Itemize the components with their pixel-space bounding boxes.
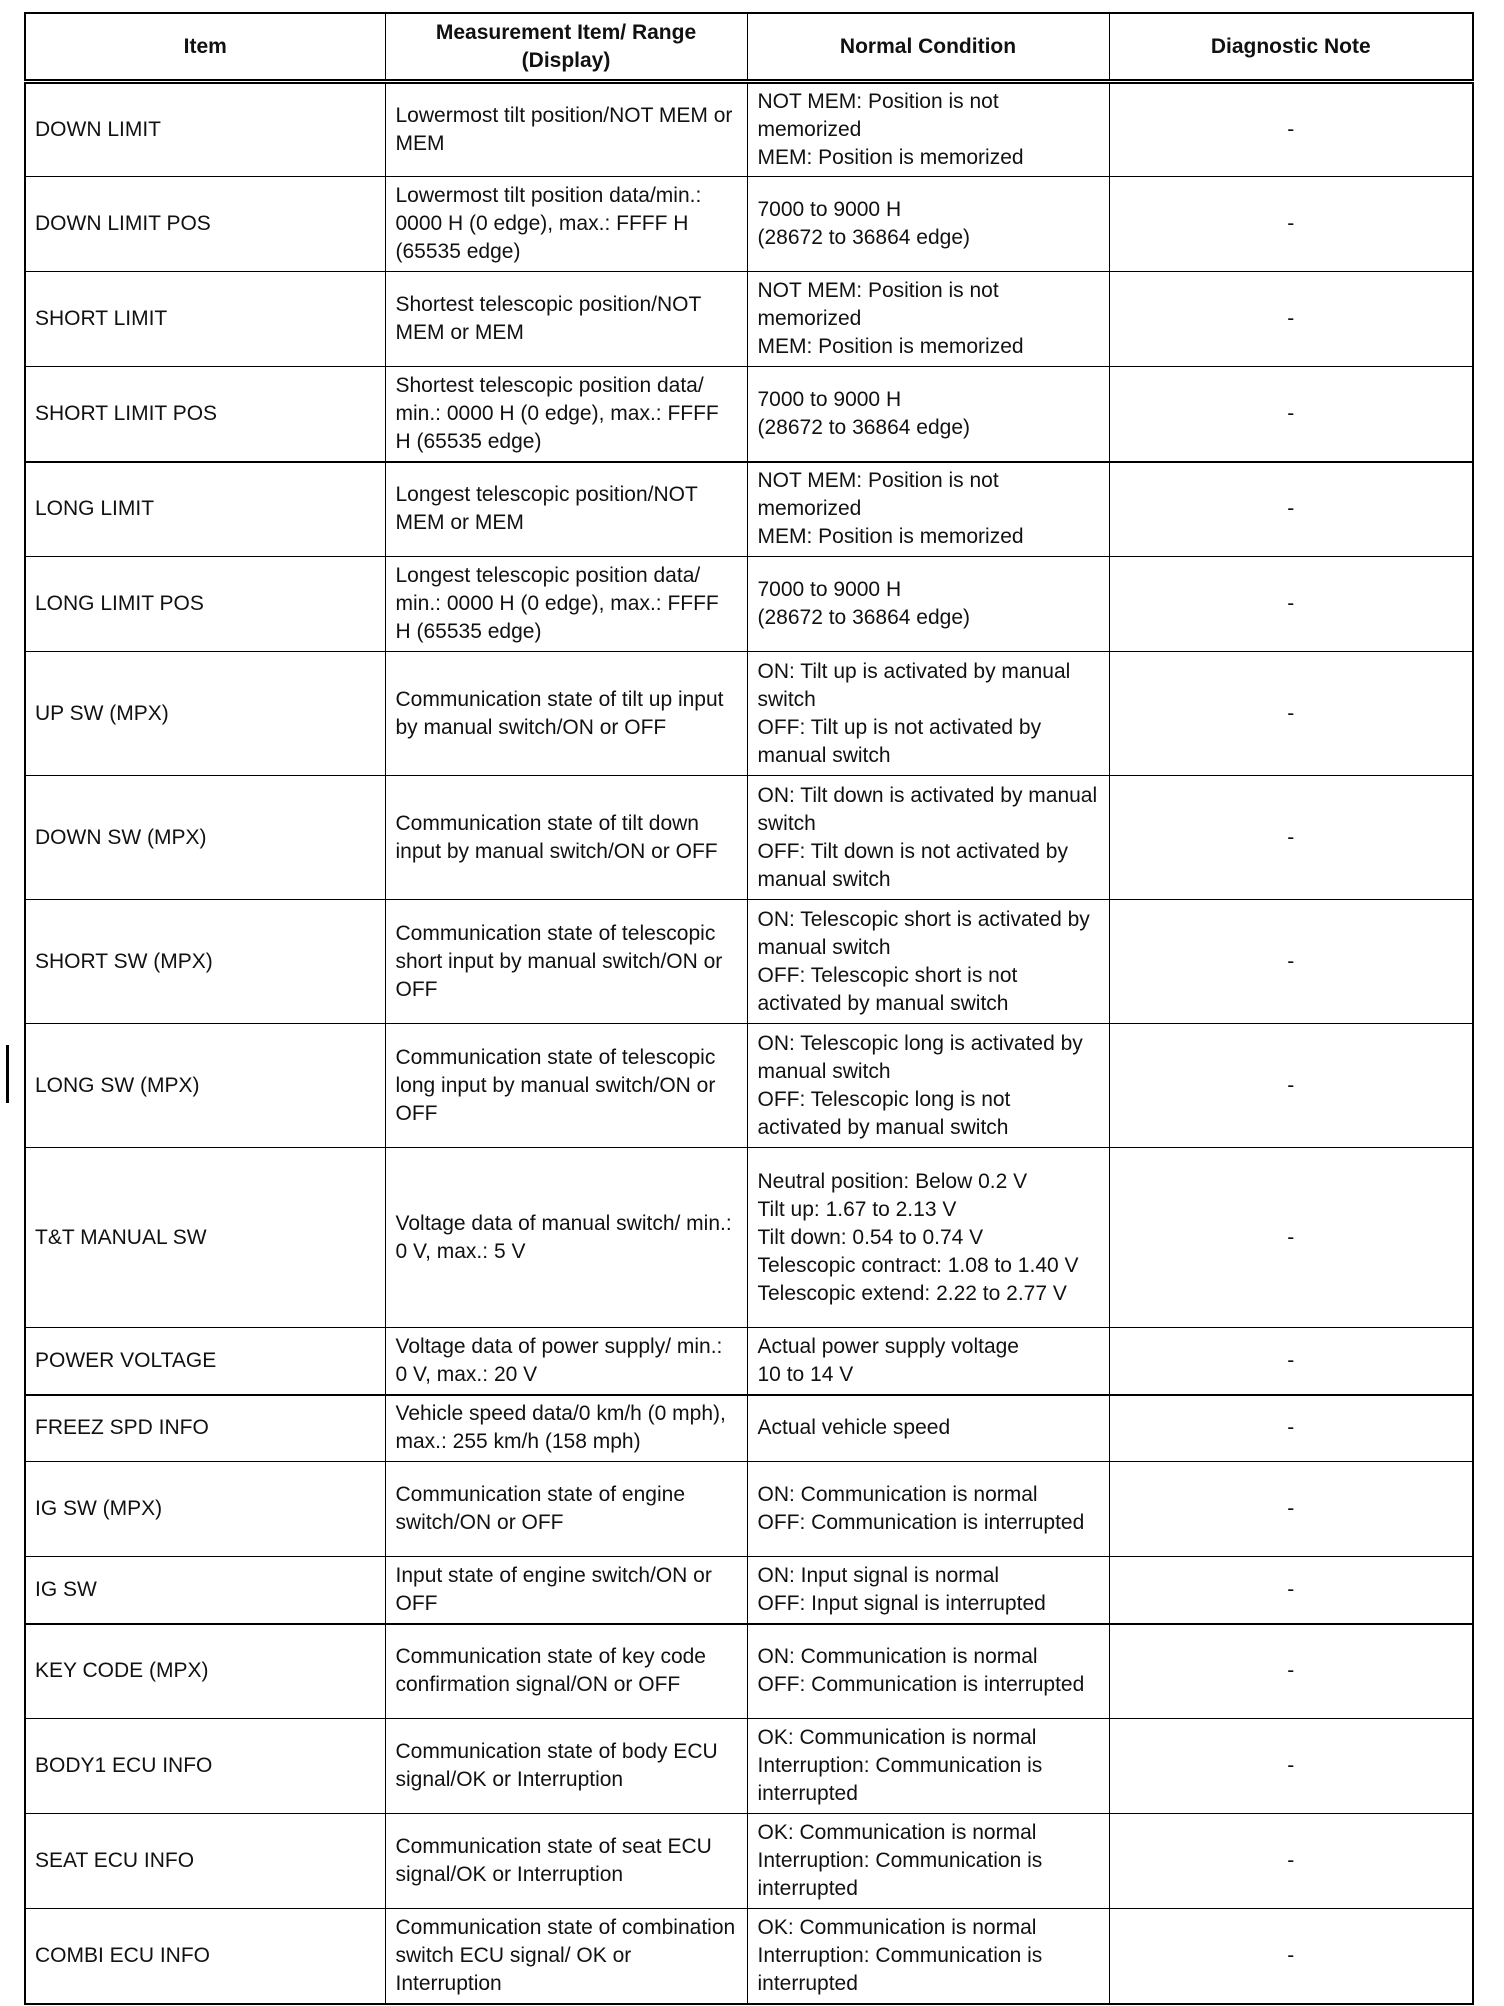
diagnostic-note-cell — [1109, 1909, 1473, 2004]
diagnostic-note-cell-line: - — [1287, 307, 1295, 330]
diagnostic-note-cell — [1109, 367, 1473, 462]
normal-condition-cell-line: Telescopic extend: 2.22 to 2.77 V — [757, 1281, 1067, 1305]
normal-condition-cell — [747, 367, 1109, 462]
item-cell-line: DOWN SW (MPX) — [35, 825, 207, 849]
range-cell-line: Communication state of body ECU signal/OK or Interruption — [395, 1740, 718, 1791]
range-cell-line: Shortest telescopic position data/ min.: 0000 H (0 edge), max.: FFFF H (65535 edge) — [395, 373, 719, 453]
item-cell-line: BODY1 ECU INFO — [35, 1754, 213, 1777]
normal-condition-cell-line: (28672 to 36864 edge) — [757, 226, 971, 249]
normal-condition-cell-line: MEM: Position is memorized — [757, 525, 1024, 549]
item-cell-line: KEY CODE (MPX) — [35, 1659, 209, 1683]
normal-condition-cell — [747, 900, 1109, 1024]
normal-condition-cell-line: OFF: Communication is interrupted — [757, 1511, 1085, 1534]
normal-condition-cell-line: NOT MEM: Position is not memorized — [757, 90, 999, 141]
item-cell — [25, 1814, 385, 1909]
header-item: Item — [25, 13, 385, 82]
diagnostic-note-cell — [1109, 1024, 1473, 1148]
range-cell-line: Input state of engine switch/ON or OFF — [395, 1563, 712, 1615]
range-cell — [385, 900, 747, 1024]
diagnostic-note-cell-line: - — [1287, 1073, 1295, 1097]
normal-condition-cell-line: Actual vehicle speed — [757, 1416, 951, 1440]
range-cell-line: Voltage data of manual switch/ min.: 0 V, max.: 5 V — [395, 1211, 732, 1263]
header-measurement-range: Measurement Item/ Range (Display) — [385, 13, 747, 82]
range-cell — [385, 1557, 747, 1624]
diagnostic-note-cell-line: - — [1287, 1754, 1295, 1777]
table-row — [25, 1909, 1473, 2004]
normal-condition-cell-line: OK: Communication is normal — [757, 1821, 1037, 1844]
diagnostic-note-cell-line: - — [1287, 1943, 1295, 1967]
normal-condition-cell-line: Telescopic contract: 1.08 to 1.40 V — [757, 1253, 1079, 1277]
item-cell — [25, 900, 385, 1024]
normal-condition-cell-line: Actual power supply voltage — [757, 1334, 1019, 1358]
item-cell-line: SHORT LIMIT POS — [35, 401, 218, 425]
diagnostic-note-cell-line: - — [1287, 212, 1295, 235]
table-row — [25, 1814, 1473, 1909]
table-header — [25, 13, 1473, 82]
table-body — [25, 82, 1473, 2004]
table-row — [25, 462, 1473, 557]
diagnostic-note-cell — [1109, 1719, 1473, 1814]
range-cell — [385, 1909, 747, 2004]
range-cell-line: Lowermost tilt position/NOT MEM or MEM — [395, 104, 733, 155]
normal-condition-cell-line: NOT MEM: Position is not memorized — [757, 279, 999, 330]
item-cell-line: SHORT LIMIT — [35, 307, 168, 330]
header-normal-condition: Normal Condition — [747, 13, 1109, 82]
normal-condition-cell-line: OFF: Telescopic short is not activated by manual switch — [757, 963, 1018, 1015]
table-row — [25, 1557, 1473, 1624]
diagnostic-note-cell-line: - — [1287, 1849, 1295, 1872]
data-list-table — [24, 12, 1474, 2005]
table-row — [25, 272, 1473, 367]
range-cell — [385, 367, 747, 462]
item-cell — [25, 1719, 385, 1814]
item-cell-line: SEAT ECU INFO — [35, 1849, 195, 1872]
item-cell-line: T&T MANUAL SW — [35, 1225, 207, 1249]
item-cell — [25, 462, 385, 557]
normal-condition-cell — [747, 1814, 1109, 1909]
header-row — [25, 13, 1473, 82]
diagnostic-note-cell — [1109, 82, 1473, 177]
table-row — [25, 1148, 1473, 1328]
normal-condition-cell — [747, 1719, 1109, 1814]
normal-condition-cell — [747, 272, 1109, 367]
item-cell-line: SHORT SW (MPX) — [35, 949, 213, 973]
normal-condition-cell — [747, 1624, 1109, 1719]
diagnostic-note-cell-line: - — [1287, 401, 1295, 425]
diagnostic-note-cell — [1109, 900, 1473, 1024]
item-cell — [25, 652, 385, 776]
range-cell — [385, 1024, 747, 1148]
normal-condition-cell-line: ON: Telescopic short is activated by manual switch — [757, 907, 1090, 959]
diagnostic-note-cell-line: - — [1287, 1659, 1295, 1683]
range-cell — [385, 272, 747, 367]
normal-condition-cell-line: 7000 to 9000 H — [757, 387, 902, 411]
normal-condition-cell-line: OK: Communication is normal — [757, 1726, 1037, 1749]
normal-condition-cell-line: OFF: Input signal is interrupted — [757, 1591, 1046, 1615]
normal-condition-cell — [747, 652, 1109, 776]
range-cell-line: Lowermost tilt position data/min.: 0000 H (0 edge), max.: FFFF H (65535 edge) — [395, 184, 702, 263]
range-cell — [385, 652, 747, 776]
item-cell-line: DOWN LIMIT — [35, 118, 161, 141]
diagnostic-note-cell-line: - — [1287, 1577, 1295, 1601]
normal-condition-cell-line: Interruption: Communication is interrupted — [757, 1943, 1043, 1995]
normal-condition-cell-line: (28672 to 36864 edge) — [757, 606, 971, 629]
normal-condition-cell-line: 10 to 14 V — [757, 1362, 854, 1386]
diagnostic-note-cell — [1109, 1624, 1473, 1719]
range-cell — [385, 1395, 747, 1462]
range-cell — [385, 462, 747, 557]
normal-condition-cell-line: ON: Communication is normal — [757, 1645, 1038, 1669]
normal-condition-cell — [747, 1328, 1109, 1395]
normal-condition-cell-line: ON: Tilt down is activated by manual switch — [757, 783, 1098, 835]
diagnostic-note-cell — [1109, 272, 1473, 367]
normal-condition-cell-line: OFF: Telescopic long is not activated by manual switch — [757, 1087, 1011, 1139]
table-row — [25, 557, 1473, 652]
range-cell — [385, 1462, 747, 1557]
diagnostic-note-cell-line: - — [1287, 1497, 1295, 1520]
item-cell — [25, 1557, 385, 1624]
range-cell — [385, 1814, 747, 1909]
diagnostic-note-cell — [1109, 1148, 1473, 1328]
normal-condition-cell-line: Neutral position: Below 0.2 V — [757, 1169, 1028, 1193]
table-row — [25, 1719, 1473, 1814]
diagnostic-note-cell — [1109, 1557, 1473, 1624]
range-cell-line: Shortest telescopic position/NOT MEM or MEM — [395, 293, 701, 344]
normal-condition-cell — [747, 1557, 1109, 1624]
diagnostic-note-cell-line: - — [1287, 701, 1295, 725]
normal-condition-cell — [747, 1148, 1109, 1328]
item-cell — [25, 1148, 385, 1328]
item-cell — [25, 557, 385, 652]
diagnostic-note-cell-line: - — [1287, 497, 1295, 521]
range-cell — [385, 1148, 747, 1328]
item-cell — [25, 1624, 385, 1719]
item-cell-line: LONG LIMIT POS — [35, 592, 204, 615]
item-cell-line: UP SW (MPX) — [35, 701, 169, 725]
normal-condition-cell — [747, 1909, 1109, 2004]
diagnostic-note-cell-line: - — [1287, 1348, 1295, 1372]
item-cell — [25, 82, 385, 177]
header-diagnostic-note: Diagnostic Note — [1109, 13, 1473, 82]
table-row — [25, 900, 1473, 1024]
table-row — [25, 367, 1473, 462]
range-cell-line: Longest telescopic position/NOT MEM or MEM — [395, 483, 698, 535]
normal-condition-cell — [747, 462, 1109, 557]
item-cell — [25, 776, 385, 900]
table-row — [25, 776, 1473, 900]
normal-condition-cell-line: Interruption: Communication is interrupted — [757, 1754, 1043, 1805]
normal-condition-cell — [747, 776, 1109, 900]
item-cell-line: LONG LIMIT — [35, 497, 155, 521]
range-cell — [385, 557, 747, 652]
item-cell — [25, 177, 385, 272]
table-row — [25, 1024, 1473, 1148]
normal-condition-cell-line: ON: Tilt up is activated by manual switch — [757, 659, 1071, 711]
item-cell — [25, 1395, 385, 1462]
item-cell-line: POWER VOLTAGE — [35, 1348, 217, 1372]
normal-condition-cell — [747, 1395, 1109, 1462]
range-cell-line: Communication state of telescopic short input by manual switch/ON or OFF — [395, 921, 723, 1001]
item-cell-line: LONG SW (MPX) — [35, 1073, 200, 1097]
range-cell-line: Communication state of tilt up input by manual switch/ON or OFF — [395, 687, 724, 739]
normal-condition-cell-line: NOT MEM: Position is not memorized — [757, 469, 999, 521]
diagnostic-note-cell — [1109, 1814, 1473, 1909]
revision-change-bar — [6, 1045, 9, 1103]
diagnostic-note-cell-line: - — [1287, 118, 1295, 141]
normal-condition-cell-line: OK: Communication is normal — [757, 1915, 1037, 1939]
normal-condition-cell-line: Tilt down: 0.54 to 0.74 V — [757, 1225, 984, 1249]
normal-condition-cell-line: 7000 to 9000 H — [757, 578, 902, 601]
normal-condition-cell-line: ON: Communication is normal — [757, 1483, 1038, 1506]
diagnostic-note-cell — [1109, 1462, 1473, 1557]
normal-condition-cell — [747, 1462, 1109, 1557]
item-cell-line: IG SW — [35, 1577, 97, 1601]
range-cell — [385, 177, 747, 272]
normal-condition-cell-line: Tilt up: 1.67 to 2.13 V — [757, 1197, 957, 1221]
normal-condition-cell-line: OFF: Tilt down is not activated by manual switch — [757, 839, 1068, 891]
item-cell-line: IG SW (MPX) — [35, 1497, 163, 1520]
range-cell-line: Voltage data of power supply/ min.: 0 V, max.: 20 V — [395, 1334, 723, 1386]
range-cell-line: Longest telescopic position data/ min.: 0000 H (0 edge), max.: FFFF H (65535 edge) — [395, 564, 719, 643]
normal-condition-cell — [747, 177, 1109, 272]
range-cell — [385, 1328, 747, 1395]
table-row — [25, 82, 1473, 177]
normal-condition-cell-line: OFF: Communication is interrupted — [757, 1673, 1085, 1697]
diagnostic-note-cell — [1109, 177, 1473, 272]
range-cell-line: Communication state of tilt down input by manual switch/ON or OFF — [395, 811, 718, 863]
diagnostic-note-cell — [1109, 776, 1473, 900]
normal-condition-cell-line: MEM: Position is memorized — [757, 335, 1024, 358]
normal-condition-cell-line: OFF: Tilt up is not activated by manual switch — [757, 715, 1042, 767]
diagnostic-note-cell-line: - — [1287, 1225, 1295, 1249]
item-cell — [25, 272, 385, 367]
diagnostic-note-cell — [1109, 557, 1473, 652]
range-cell-line: Communication state of seat ECU signal/OK or Interruption — [395, 1835, 712, 1886]
normal-condition-cell — [747, 82, 1109, 177]
item-cell-line: COMBI ECU INFO — [35, 1943, 211, 1967]
item-cell-line: FREEZ SPD INFO — [35, 1416, 209, 1440]
normal-condition-cell-line: (28672 to 36864 edge) — [757, 415, 971, 439]
range-cell-line: Communication state of engine switch/ON or OFF — [395, 1483, 685, 1534]
table-row — [25, 1624, 1473, 1719]
diagnostic-note-cell-line: - — [1287, 592, 1295, 615]
table-row — [25, 652, 1473, 776]
diagnostic-note-cell — [1109, 1395, 1473, 1462]
diagnostic-note-cell-line: - — [1287, 949, 1295, 973]
diagnostic-note-cell — [1109, 1328, 1473, 1395]
range-cell — [385, 776, 747, 900]
item-cell — [25, 1024, 385, 1148]
table-row — [25, 1462, 1473, 1557]
table-row — [25, 1395, 1473, 1462]
diagnostic-note-cell-line: - — [1287, 1416, 1295, 1440]
normal-condition-cell-line: Interruption: Communication is interrupted — [757, 1849, 1043, 1900]
range-cell-line: Communication state of key code confirmation signal/ON or OFF — [395, 1645, 706, 1697]
range-cell — [385, 1719, 747, 1814]
diagnostic-note-cell — [1109, 462, 1473, 557]
item-cell-line: DOWN LIMIT POS — [35, 212, 211, 235]
table-row — [25, 1328, 1473, 1395]
range-cell-line: Vehicle speed data/0 km/h (0 mph), max.: 255 km/h (158 mph) — [395, 1402, 726, 1454]
range-cell — [385, 1624, 747, 1719]
item-cell — [25, 1909, 385, 2004]
normal-condition-cell-line: ON: Telescopic long is activated by manual switch — [757, 1031, 1083, 1083]
normal-condition-cell — [747, 1024, 1109, 1148]
normal-condition-cell-line: ON: Input signal is normal — [757, 1563, 1000, 1587]
diagnostic-note-cell-line: - — [1287, 825, 1295, 849]
range-cell — [385, 82, 747, 177]
normal-condition-cell — [747, 557, 1109, 652]
range-cell-line: Communication state of telescopic long input by manual switch/ON or OFF — [395, 1045, 716, 1125]
table-row — [25, 177, 1473, 272]
item-cell — [25, 367, 385, 462]
normal-condition-cell-line: MEM: Position is memorized — [757, 146, 1024, 169]
normal-condition-cell-line: 7000 to 9000 H — [757, 198, 902, 221]
item-cell — [25, 1328, 385, 1395]
range-cell-line: Communication state of combination switch ECU signal/ OK or Interruption — [395, 1915, 736, 1995]
diagnostic-note-cell — [1109, 652, 1473, 776]
item-cell — [25, 1462, 385, 1557]
